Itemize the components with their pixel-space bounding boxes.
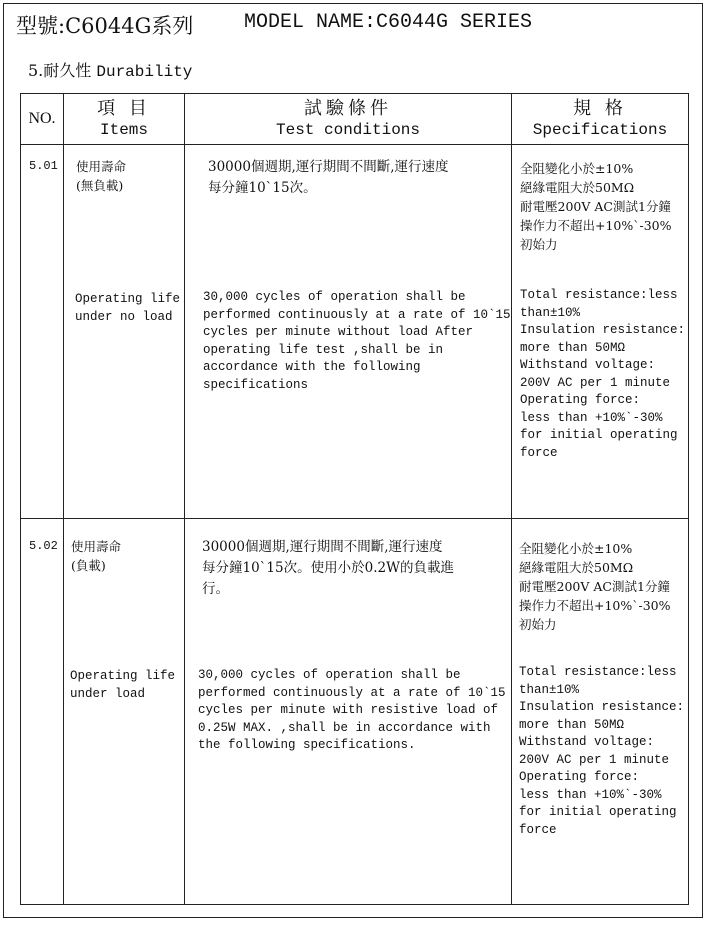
col-header-conditions-en: Test conditions (275, 121, 421, 139)
col-header-spec (512, 94, 689, 145)
condition-en: 30,000 cycles of operation shall be performed continuously at a rate of 10`15 cycles per minute with resistive load of 0.25W MAX. ,shall be in accordance with the following specifications. (198, 668, 506, 752)
title-zh: 型號:C6044G系列 (16, 14, 194, 38)
table-row (21, 145, 689, 519)
condition-zh: 30000個週期,運行期間不間斷,運行速度 每分鐘10`15次。 (208, 159, 449, 196)
row-item-cell (64, 519, 185, 905)
section-number-zh: 5.耐久性 (28, 61, 92, 80)
col-header-conditions-zh: 試驗條件 (304, 98, 392, 119)
condition-en: 30,000 cycles of operation shall be performed continuously at a rate of 10`15 cycles per minute without load After operating life test ,shall be in accordance with the following specifications (203, 290, 511, 392)
spec-en: Total resistance:less than±10% Insulation resistance: more than 50MΩ Withstand voltage: 200V AC per 1 minute Operating force: less than +10%`-30% for initial operating force (520, 288, 686, 460)
item-en: Operating life under no load (75, 292, 181, 324)
item-zh: 使用壽命 (負載) (71, 539, 122, 573)
row-no-cell (21, 145, 64, 519)
col-header-items-zh: 項 目 (97, 98, 151, 119)
spec-en: Total resistance:less than±10% Insulation resistance: more than 50MΩ Withstand voltage: 200V AC per 1 minute Operating force: less than +10%`-30% for initial operating force (519, 665, 685, 837)
section-name-en: Durability (96, 63, 193, 81)
row-spec-cell (512, 519, 689, 905)
row-no: 5.01 (29, 159, 58, 173)
durability-table (20, 93, 689, 905)
col-header-no: NO. (21, 94, 64, 145)
table-row (21, 519, 689, 905)
col-header-spec-zh: 規 格 (573, 98, 627, 119)
section-heading (28, 58, 192, 81)
row-condition-cell (185, 145, 512, 519)
condition-zh: 30000個週期,運行期間不間斷,運行速度 每分鐘10`15次。使用小於0.2W的負載進 行。 (202, 539, 454, 597)
row-condition-cell (185, 519, 512, 905)
table-header-row (21, 94, 689, 145)
spec-zh: 全阻變化小於±10% 絕緣電阻大於50MΩ 耐電壓200V AC測試1分鐘 操作力不超出+10%`-30% 初始力 (519, 541, 671, 632)
item-en: Operating life under load (70, 669, 176, 701)
col-header-conditions (185, 94, 512, 145)
row-no: 5.02 (29, 539, 58, 553)
row-item-cell (64, 145, 185, 519)
row-no-cell (21, 519, 64, 905)
document-title (16, 10, 533, 40)
spec-zh: 全阻變化小於±10% 絕緣電阻大於50MΩ 耐電壓200V AC測試1分鐘 操作力不超出+10%`-30% 初始力 (520, 161, 672, 252)
item-zh: 使用壽命 (無負載) (76, 159, 127, 193)
col-header-spec-en: Specifications (532, 121, 668, 139)
title-en: MODEL NAME:C6044G SERIES (244, 11, 533, 34)
row-spec-cell (512, 145, 689, 519)
col-header-items (64, 94, 185, 145)
col-header-items-en: Items (99, 121, 148, 139)
